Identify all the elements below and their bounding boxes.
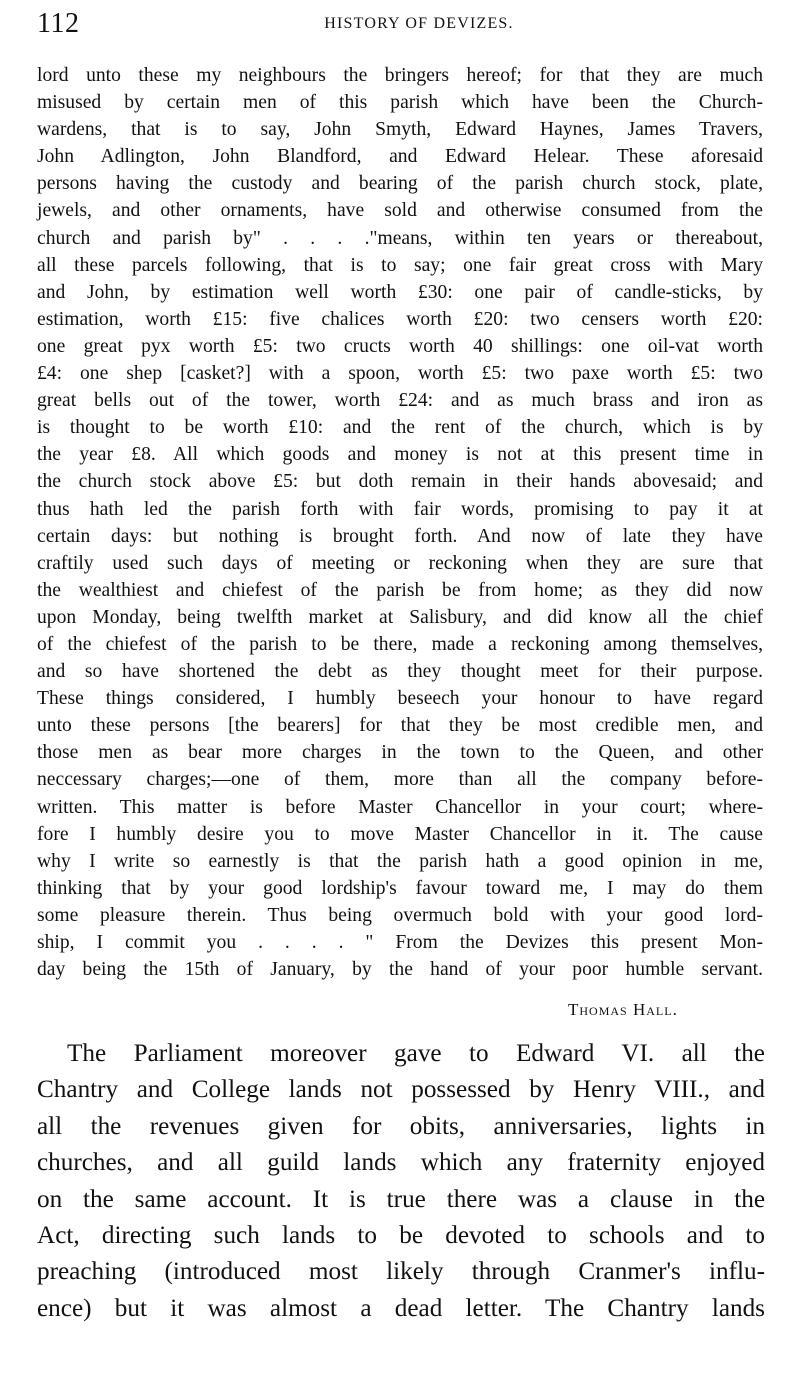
letter-line: estimation, worth £15: five chalices worth £20: two censers worth £20: xyxy=(37,308,763,330)
paragraph-line: on the same account. It is true there was a clause in the xyxy=(37,1185,765,1213)
letter-line: unto these persons [the bearers] for that they be most credible men, and xyxy=(37,715,763,737)
letter-line: thinking that by your good lordship's favour toward me, I may do them xyxy=(37,877,763,899)
main-paragraph xyxy=(37,1036,765,1327)
letter-line: fore I humbly desire you to move Master Chancellor in it. The cause xyxy=(37,823,763,845)
letter-line: of the chiefest of the parish to be there, made a reckoning among themselves, xyxy=(37,633,763,655)
letter-line: persons having the custody and bearing of the parish church stock, plate, xyxy=(37,173,763,195)
quoted-letter xyxy=(37,62,763,983)
letter-line: £4: one shep [casket?] with a spoon, worth £5: two paxe worth £5: two xyxy=(37,363,763,385)
letter-line: ship, I commit you . . . . " From the Devizes this present Mon- xyxy=(37,932,763,953)
letter-line: and John, by estimation well worth £30: one pair of candle-sticks, by xyxy=(37,281,763,303)
paragraph-line: The Parliament moreover gave to Edward VI. all the xyxy=(67,1040,765,1067)
letter-line: and so have shortened the debt as they thought meet for their purpose. xyxy=(37,661,763,683)
letter-line: certain days: but nothing is brought forth. And now of late they have xyxy=(37,525,763,547)
running-title: HISTORY OF DEVIZES. xyxy=(324,15,514,32)
letter-line: some pleasure therein. Thus being overmuch bold with your good lord- xyxy=(37,904,763,926)
paragraph-line: all the revenues given for obits, anniversaries, lights in xyxy=(37,1112,765,1140)
letter-line: day being the 15th of January, by the hand of your poor humble servant. xyxy=(37,959,763,981)
paragraph-line: ence) but it was almost a dead letter. The Chantry lands xyxy=(37,1294,765,1322)
letter-line: church and parish by" . . . ."means, within ten years or thereabout, xyxy=(37,227,763,249)
letter-line: the wealthiest and chiefest of the parish be from home; as they did now xyxy=(37,579,763,601)
letter-line: the year £8. All which goods and money is not at this present time in xyxy=(37,444,763,466)
letter-line: is thought to be worth £10: and the rent of the church, which is by xyxy=(37,417,763,439)
letter-line: wardens, that is to say, John Smyth, Edward Haynes, James Travers, xyxy=(37,119,763,141)
letter-line: John Adlington, John Blandford, and Edward Helear. These aforesaid xyxy=(37,146,763,168)
letter-line: why I write so earnestly is that the parish hath a good opinion in me, xyxy=(37,850,763,872)
letter-line: lord unto these my neighbours the bringers hereof; for that they are much xyxy=(37,65,763,86)
letter-line: craftily used such days of meeting or reckoning when they are sure that xyxy=(37,552,763,574)
paragraph-line: churches, and all guild lands which any fraternity enjoyed xyxy=(37,1149,765,1177)
letter-line: upon Monday, being twelfth market at Salisbury, and did know all the chief xyxy=(37,606,763,628)
running-head xyxy=(37,4,765,44)
letter-line: jewels, and other ornaments, have sold and otherwise consumed from the xyxy=(37,200,763,222)
letter-line: great bells out of the tower, worth £24: and as much brass and iron as xyxy=(37,390,763,412)
letter-line: neccessary charges;—one of them, more than all the company before- xyxy=(37,769,763,791)
letter-line: These things considered, I humbly beseech your honour to have regard xyxy=(37,688,763,710)
page-number: 112 xyxy=(37,8,80,39)
letter-line: one great pyx worth £5: two cructs worth 40 shillings: one oil-vat worth xyxy=(37,335,763,357)
letter-line: those men as bear more charges in the town to the Queen, and other xyxy=(37,742,763,764)
letter-signature: Thomas Hall. xyxy=(568,1000,678,1019)
letter-line: written. This matter is before Master Chancellor in your court; where- xyxy=(37,796,763,818)
letter-line: thus hath led the parish forth with fair words, promising to pay it at xyxy=(37,498,763,520)
paragraph-line: preaching (introduced most likely through Cranmer's influ- xyxy=(37,1258,765,1286)
letter-line: the church stock above £5: but doth remain in their hands abovesaid; and xyxy=(37,471,763,493)
paragraph-line: Chantry and College lands not possessed by Henry VIII., and xyxy=(37,1076,765,1104)
paragraph-line: Act, directing such lands to be devoted to schools and to xyxy=(37,1221,765,1249)
letter-line: all these parcels following, that is to say; one fair great cross with Mary xyxy=(37,254,763,276)
letter-line: misused by certain men of this parish which have been the Church- xyxy=(37,92,763,114)
